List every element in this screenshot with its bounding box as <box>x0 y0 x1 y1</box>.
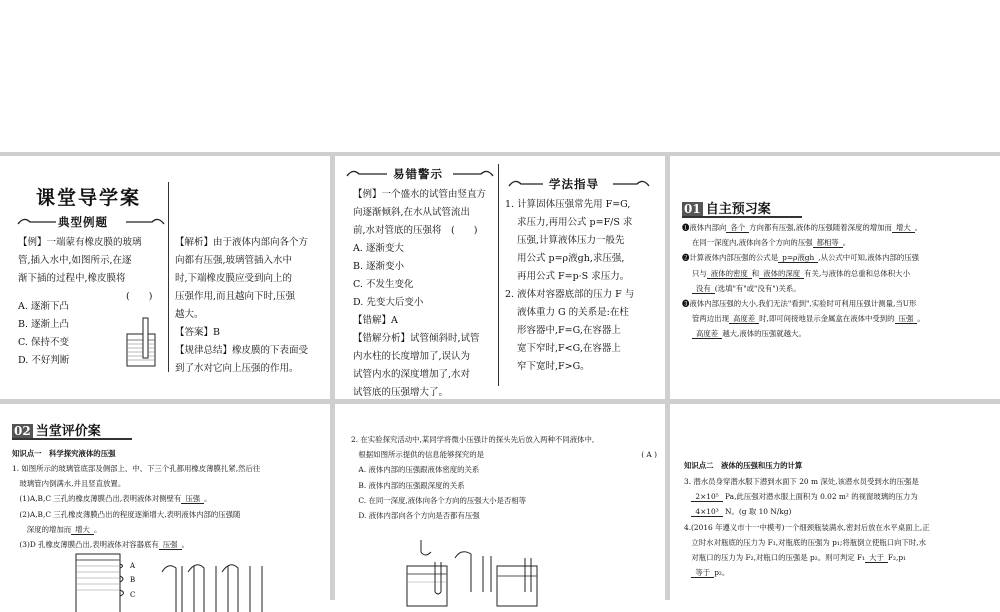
answer: 【答案】B <box>175 327 220 338</box>
question-1: 1. 如图所示的玻璃管底部及侧部上、中、下三个孔都用橡皮薄膜扎紧,然后往 玻璃管内倒满水,并且竖直放置。 (1)A,B,C 三孔的橡皮薄膜凸出,表明液体对侧壁有 压强 。 (2)A,B,C 三孔橡皮薄膜凸出的程度逐渐增大,表明液体内部的压强随 深度的增加而 增大 。 (3)D 孔橡皮薄膜凸出,表明液体对容器底有 压强 。 <box>12 464 261 550</box>
option-d: D. 不好判断 <box>18 355 70 366</box>
pressure-gauge-figure <box>401 532 561 602</box>
answer: ( A ) <box>641 450 657 460</box>
option-c: C. 在同一深度,液体向各个方向的压强大小是否相等 <box>351 495 527 505</box>
preview-line: ❶液体内部向 各个 方向都有压强,液体的压强随着深度的增加而 增大 。 <box>682 223 923 232</box>
preview-line: ❸液体内部压强的大小,我们无法"看到",实验时可利用压强计测量,当U形 <box>682 299 917 309</box>
knowledge-point-heading: 知识点二 液体的压强和压力的计算 <box>684 461 803 470</box>
section-number: 01 <box>684 202 701 216</box>
preview-line: 在同一深度内,液体向各个方向的压强 都相等 。 <box>692 238 851 248</box>
mistake-example: 【例】一个盛水的试管由竖直方 向逐渐倾斜,在水从试管流出 前,水对管底的压强将 ( ) A. 逐渐变大 B. 逐渐变小 C. 不发生变化 D. 先变大后变小 【错解】A 【错解分析】试管倾斜时,试管 内水柱的长度增加了,误认为 试管内水的深度增加了,水对 试管底的压强增大了。 <box>353 186 503 420</box>
example-options <box>18 298 128 370</box>
section-title: 当堂评价案 <box>35 424 101 439</box>
panel-question-2 <box>335 404 665 600</box>
option-c: C. 保持不变 <box>18 337 69 348</box>
knowledge-point-heading: 知识点一 科学探究液体的压强 <box>12 449 116 458</box>
mistake-title: 易错警示 <box>393 167 443 181</box>
preview-line: 高度差 越大,液体的压强就越大。 <box>682 326 998 341</box>
guide-title: 学法指导 <box>549 177 599 191</box>
page-title: 课堂导学案 <box>36 187 142 209</box>
section-title: 自主预习案 <box>705 202 771 217</box>
preview-line: ❷计算液体内部压强的公式是 p=ρ液gh ,从公式中可知,液体内部的压强 <box>682 253 920 263</box>
question-2: 2. 在实验探究活动中,某同学将微小压强计的探头先后放入两种不同液体中, 根据如图所示提供的信息能够探究的是 ( A ) A. 液体内部的压强跟液体密度的关系 B. 液体内部的压强跟深度的关系 C. 在同一深度,液体向各个方向的压强大小是否相等 D. 液体内部向各个方向是否都有压强 <box>351 432 663 523</box>
option-a: A. 逐渐变大 <box>353 243 404 254</box>
section-badge <box>12 420 132 440</box>
panel-common-mistakes <box>335 156 665 399</box>
panel-calculation <box>670 404 1000 600</box>
option-b: B. 液体内部的压强跟深度的关系 <box>351 480 465 490</box>
preview-line: 只与 液体的密度 和 液体的深度 有关,与液体的总重和总体积大小 <box>692 268 910 278</box>
preview-line: 管两边出现 高度差 时,即可间接地显示金属盒在液体中受到的 压强 。 <box>692 314 925 324</box>
option-a: A. 逐渐下凸 <box>18 301 69 312</box>
option-c: C. 不发生变化 <box>353 279 414 290</box>
preview-items <box>682 220 998 342</box>
section-number: 02 <box>14 424 31 438</box>
hole-label-b: B <box>130 576 136 584</box>
questions-3-4: 3. 潜水员身穿潜水服下潜到水面下 20 m 深处,该潜水员受到水的压强是 2×10⁵ Pa,此压强对潜水服上面积为 0.02 m² 的视窗玻璃的压力为 4×10³ N。(g 取 10 N/kg) 4.(2016 年遵义市十一中模考)一个细颈瓶装满水,密封后放在水平桌面上,正 立时水对瓶底的压力为 F₁,对瓶底的压强为 p₁;将瓶倒立使瓶口向下时,水 对瓶口的压力为 F₂,对瓶口的压强是 p₂。则可判定 F₁ 大于 F₂,p₁ 等于 p₂。 <box>684 477 930 578</box>
option-a: A. 液体内部的压强跟液体密度的关系 <box>351 465 480 475</box>
panel-self-preview <box>670 156 1000 399</box>
wrong-answer: 【错解】A <box>353 315 398 326</box>
panel-classroom-evaluation <box>0 404 330 600</box>
example-question: 【例】一端蒙有橡皮膜的玻璃 管,插入水中,如图所示,在逐 渐下插的过程中,橡皮膜将 ( ) <box>18 237 153 302</box>
section-subtitle: 典型例题 <box>58 215 108 229</box>
panel-classroom-guide <box>0 156 330 399</box>
hole-label-c: C <box>130 591 136 599</box>
option-d: D. 先变大后变小 <box>353 297 424 308</box>
option-b: B. 逐渐变小 <box>353 261 405 272</box>
option-d: D. 液体内部向各个方向是否都有压强 <box>351 511 480 521</box>
glass-tube-figure <box>70 552 320 612</box>
section-badge <box>682 198 802 218</box>
hole-label-a: A <box>130 562 136 570</box>
beaker-tube-figure <box>126 318 160 368</box>
preview-line: 没有 (选填"有"或"没有")关系。 <box>682 281 998 296</box>
option-b: B. 逐渐上凸 <box>18 319 70 330</box>
divider <box>168 182 169 372</box>
study-guide: 1. 计算固体压强常先用 F=G, 求压力,再用公式 p=F/S 求 压强,计算液体压力一般先 用公式 p=ρ液gh,求压强, 再用公式 F=p·S 求压力。 2. 液体对容器底部的压力 F 与 液体重力 G 的关系是:在柱 形容器中,F=G,在容器上 宽下窄时,F<G,在容器上 窄下宽时,F>G。 <box>505 199 635 372</box>
example-analysis: 【解析】由于液体内部向各个方 向都有压强,玻璃管插入水中 时,下端橡皮膜应受到向上的 压强作用,而且越向下时,压强 越大。 【答案】B 【规律总结】橡皮膜的下表面受 到了水对它向上压强的作用。 <box>175 234 325 378</box>
